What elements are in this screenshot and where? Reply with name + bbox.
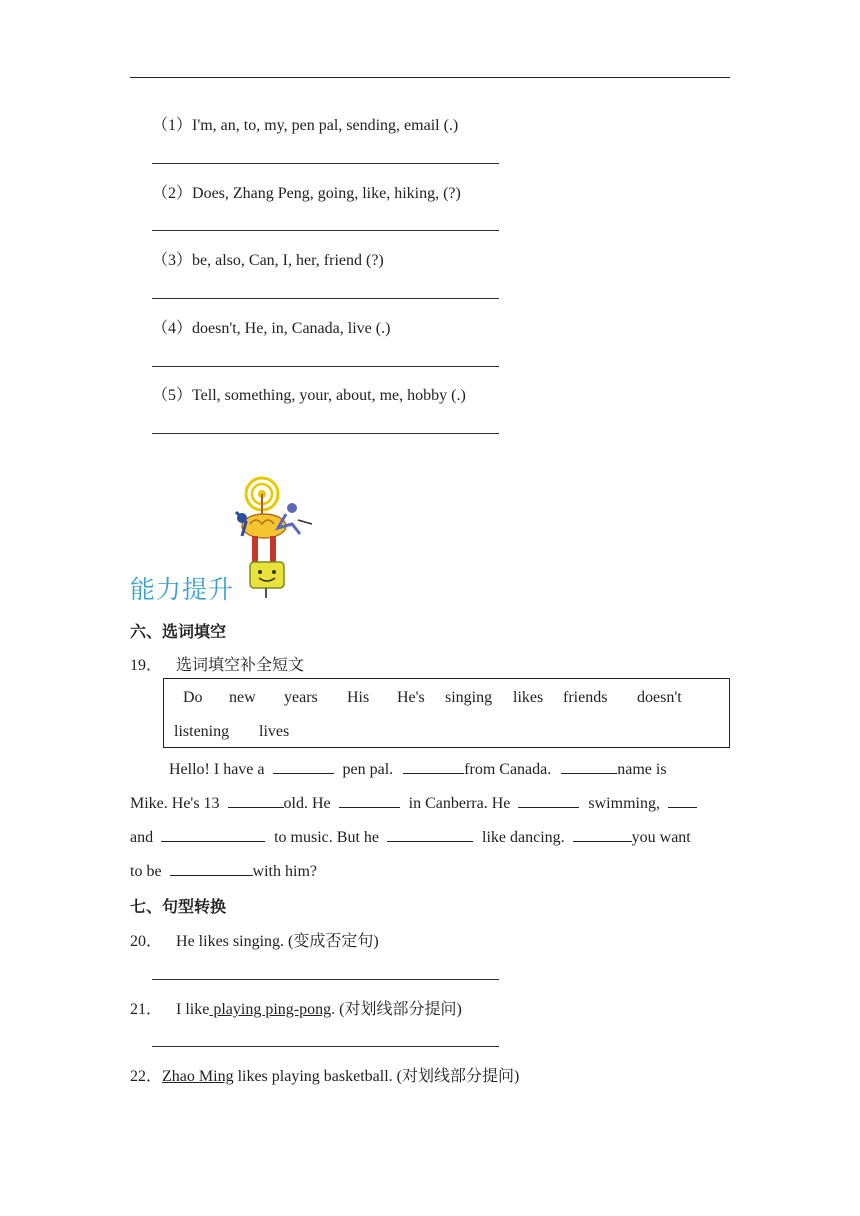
fill-blank[interactable]: [403, 759, 464, 774]
passage-line-3: and to music. But he like dancing. you want: [130, 829, 691, 846]
question-number: （5）: [152, 387, 193, 404]
fill-blank[interactable]: [518, 793, 579, 808]
section-6-heading: 六、选词填空: [130, 622, 227, 641]
answer-line[interactable]: [152, 1046, 499, 1047]
question-21: 21． I like playing ping-pong. (对划线部分提问): [130, 1001, 462, 1018]
underlined-phrase: Zhao Ming: [162, 1068, 234, 1085]
question-1: [152, 112, 458, 135]
word-bank-item: years: [284, 689, 318, 706]
fill-blank[interactable]: [339, 793, 400, 808]
word-bank-item: friends: [563, 689, 608, 706]
word-bank-item: lives: [259, 723, 290, 740]
word-bank-item: Do: [183, 689, 203, 706]
question-number: （4）: [152, 320, 193, 337]
question-text: 选词填空补全短文: [176, 657, 305, 674]
word-bank-item: new: [229, 689, 256, 706]
word-bank-item: His: [347, 689, 370, 706]
header-rule: [130, 77, 730, 78]
word-bank-item: likes: [513, 689, 544, 706]
answer-line[interactable]: [152, 433, 499, 434]
question-text: I'm, an, to, my, pen pal, sending, email (.): [192, 117, 459, 134]
answer-line[interactable]: [152, 163, 499, 164]
question-19: [130, 652, 304, 675]
question-text: doesn't, He, in, Canada, live (.): [192, 320, 391, 337]
answer-line[interactable]: [152, 298, 499, 299]
section-7-heading: 七、句型转换: [130, 897, 227, 916]
word-bank-item: doesn't: [637, 689, 682, 706]
answer-line[interactable]: [152, 366, 499, 367]
fill-blank[interactable]: [387, 827, 473, 842]
passage-line-2: Mike. He's 13 old. He in Canberra. He swimming,: [130, 793, 697, 813]
question-number: 20．: [130, 933, 163, 950]
question-20: [130, 928, 379, 951]
fill-blank[interactable]: [161, 827, 265, 842]
question-text: Does, Zhang Peng, going, like, hiking, (?): [192, 185, 461, 202]
fill-blank[interactable]: [561, 759, 617, 774]
word-bank-item: He's: [397, 689, 425, 706]
question-4: [152, 315, 390, 338]
question-number: （3）: [152, 252, 193, 269]
answer-line[interactable]: [152, 979, 499, 980]
question-22: 22．Zhao Ming likes playing basketball. (对划线部分提问): [130, 1068, 520, 1085]
answer-line[interactable]: [152, 230, 499, 231]
question-2: [152, 180, 461, 203]
question-number: 19．: [130, 657, 163, 674]
question-text: Tell, something, your, about, me, hobby (.): [192, 387, 466, 404]
fill-blank[interactable]: [573, 827, 632, 842]
question-number: （1）: [152, 117, 193, 134]
fill-blank[interactable]: [170, 861, 253, 876]
fill-blank[interactable]: [273, 759, 334, 774]
word-bank-item: singing: [445, 689, 493, 706]
fill-blank[interactable]: [228, 793, 284, 808]
mascot-illustration-icon: [228, 472, 320, 600]
passage-line-4: to be with him?: [130, 863, 317, 880]
question-number: （2）: [152, 185, 193, 202]
question-number: 22．: [130, 1068, 163, 1085]
fill-blank[interactable]: [668, 793, 697, 808]
question-text: He likes singing. (变成否定句): [176, 933, 379, 950]
passage-line-1: Hello! I have a pen pal. from Canada. name is: [169, 761, 667, 778]
ability-section-title: 能力提升: [130, 575, 235, 604]
word-bank-item: listening: [174, 723, 230, 740]
question-number: 21．: [130, 1001, 163, 1018]
underlined-phrase: playing ping-pong: [209, 1001, 332, 1018]
question-text: be, also, Can, I, her, friend (?): [192, 252, 384, 269]
question-3: [152, 247, 384, 270]
question-5: [152, 382, 466, 405]
